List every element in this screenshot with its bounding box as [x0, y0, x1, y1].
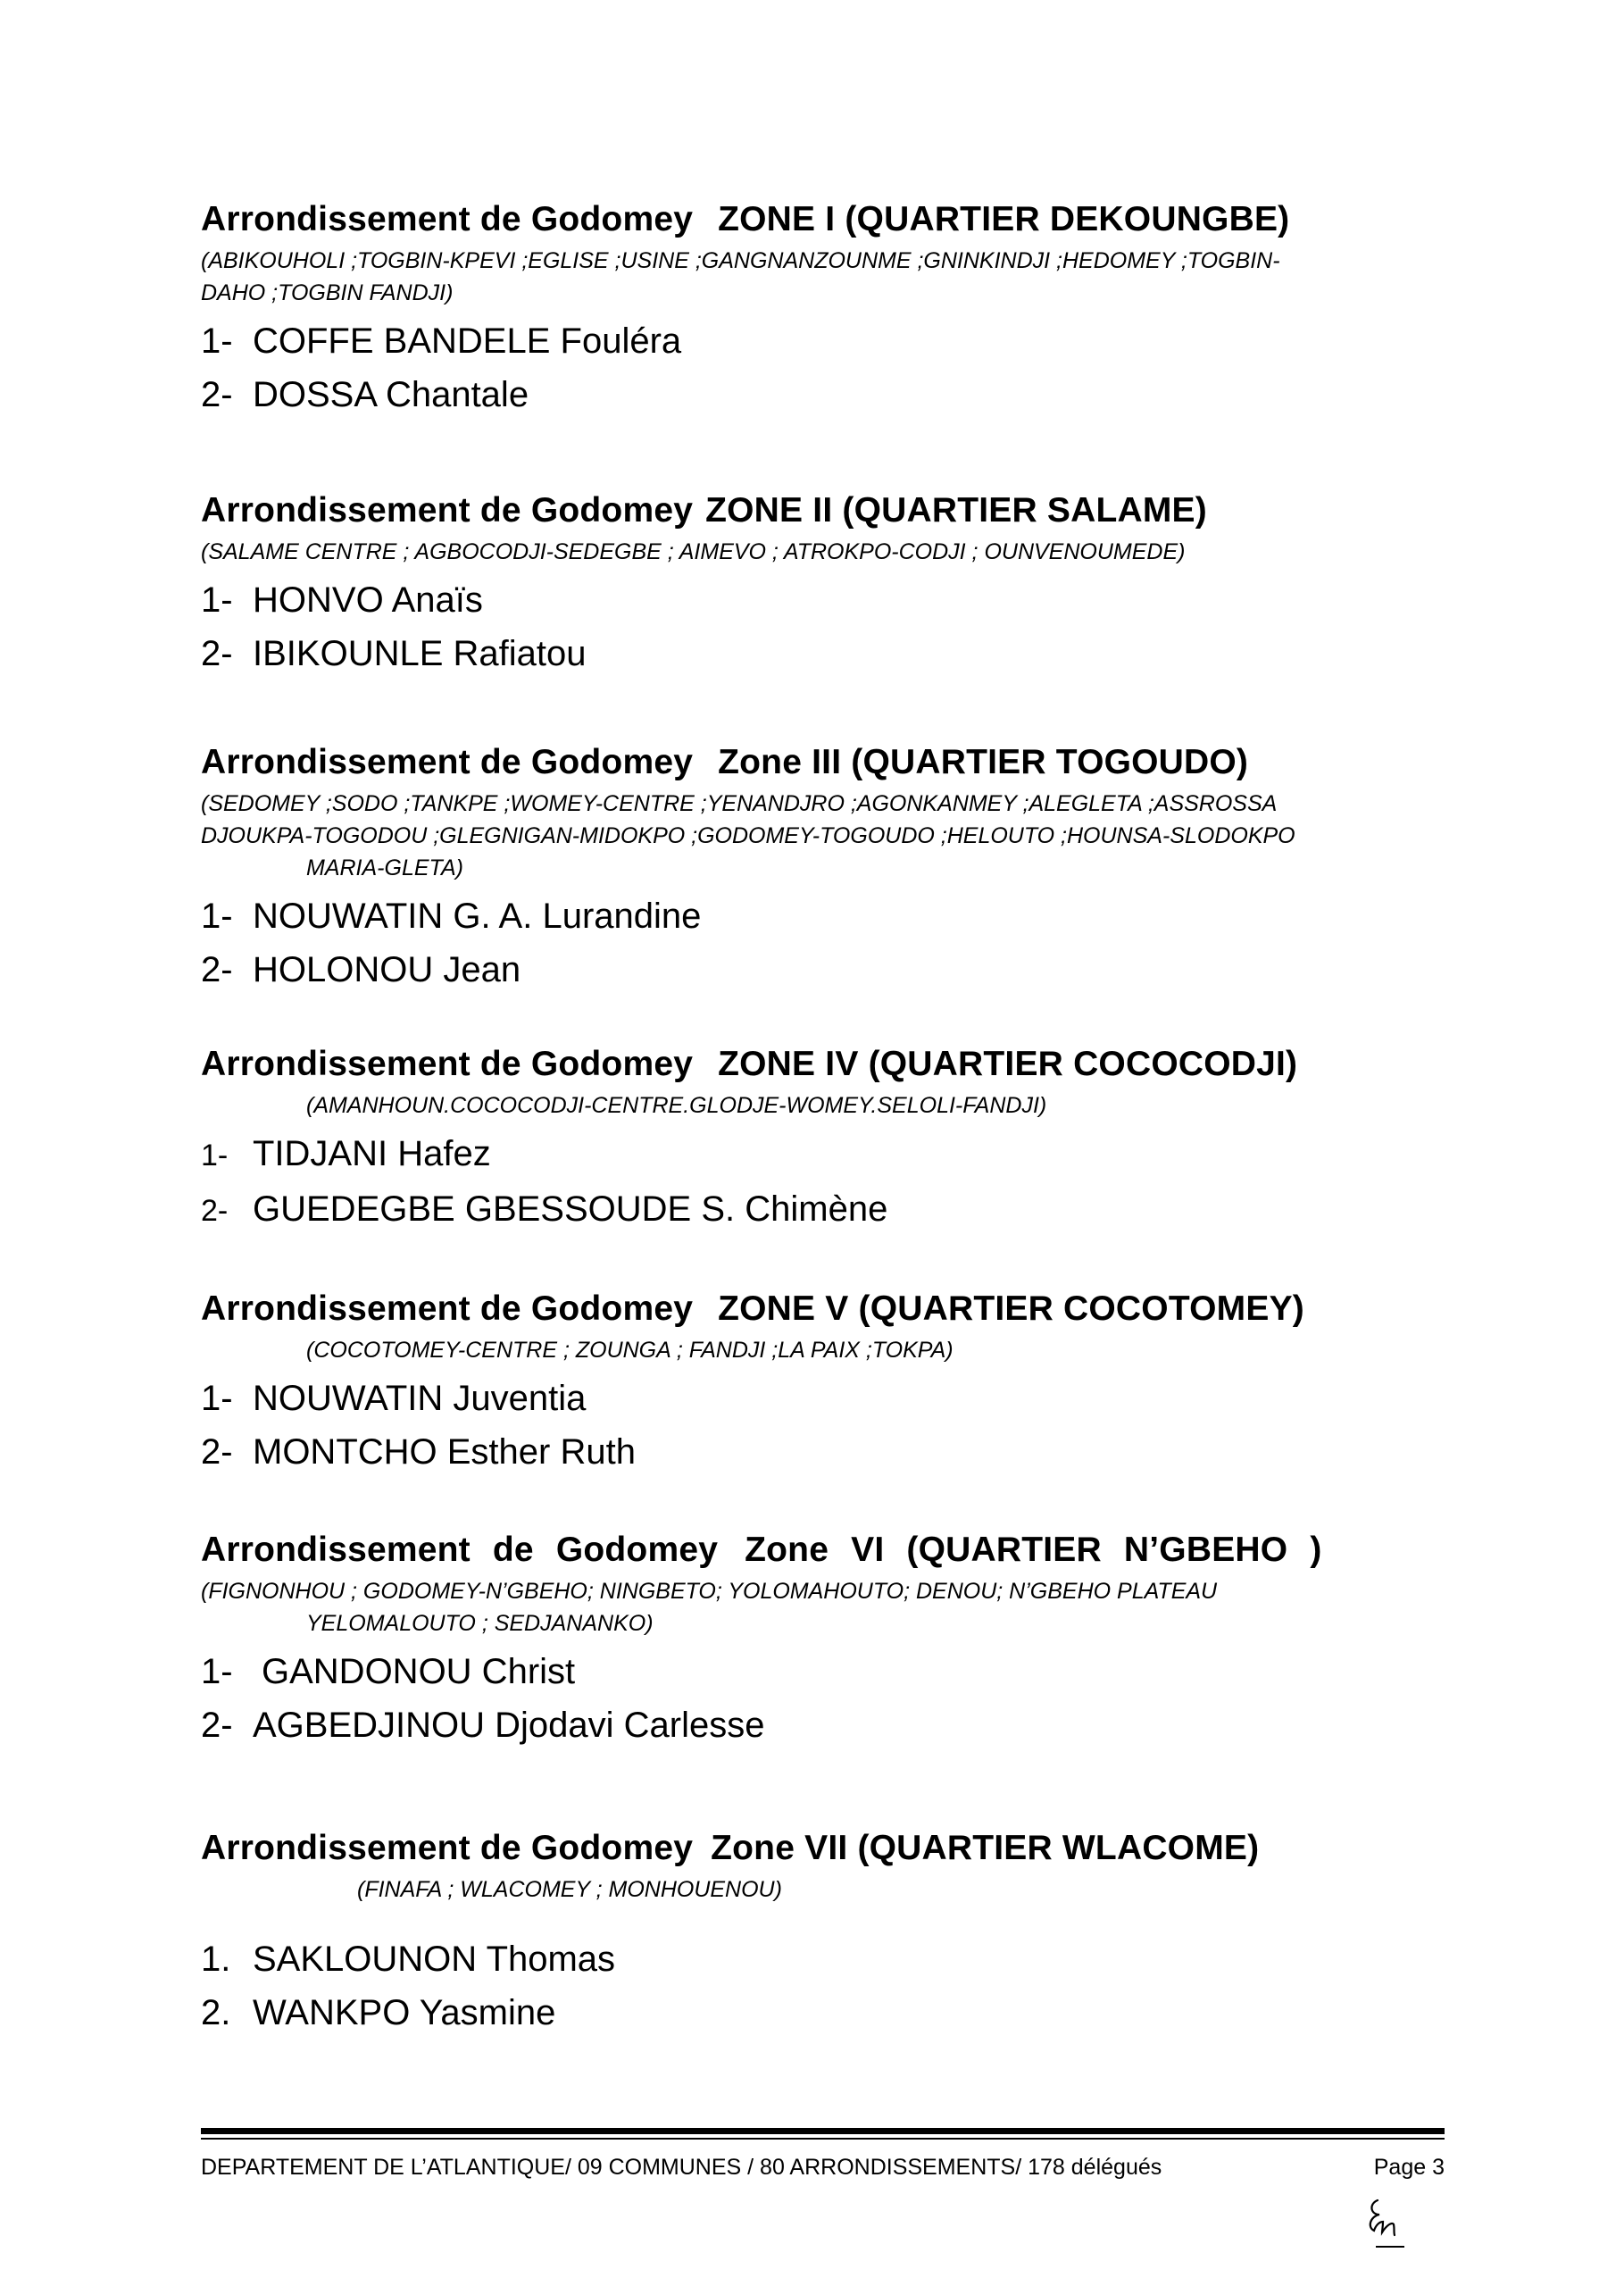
zone-section [201, 1043, 1451, 1238]
heading-zone: Zone III (QUARTIER TOGOUDO) [718, 743, 1249, 781]
delegate-number: 1- [201, 1139, 229, 1172]
delegate-number: 1- [201, 1379, 233, 1418]
zone-heading [201, 1043, 1451, 1086]
delegates-list [201, 889, 1451, 997]
delegates-list [201, 1645, 1451, 1752]
quartiers-line: (COCOTOMEY-CENTRE ; ZOUNGA ; FANDJI ;LA PAIX ;TOKPA) [306, 1338, 954, 1363]
delegate-name: NOUWATIN G. A. Lurandine [253, 897, 702, 936]
heading-zone: Zone VI (QUARTIER N’GBEHO ) [745, 1531, 1322, 1569]
delegate-name: WANKPO Yasmine [253, 1993, 556, 2032]
heading-zone: Zone VII (QUARTIER WLACOME) [711, 1829, 1260, 1867]
delegate-number: 2- [201, 1194, 229, 1228]
heading-arrondissement: Arrondissement de Godomey [201, 200, 694, 238]
delegates-list [201, 1372, 1451, 1479]
zone-section [201, 1529, 1451, 1752]
footer-text: DEPARTEMENT DE L’ATLANTIQUE/ 09 COMMUNES / 80 ARRONDISSEMENTS/ 178 délégués [201, 2155, 1162, 2180]
quartiers-line: (AMANHOUN.COCOCODJI-CENTRE.GLODJE-WOMEY.SELOLI-FANDJI) [306, 1093, 1047, 1118]
delegate-number: 1- [201, 897, 233, 936]
zone-section [201, 198, 1451, 421]
delegates-list [201, 1127, 1451, 1238]
delegate-number: 2- [201, 634, 233, 673]
heading-arrondissement: Arrondissement de Godomey [201, 743, 694, 781]
delegate-number: 2- [201, 1432, 233, 1472]
delegate-number: 2- [201, 1706, 233, 1745]
delegate-name: HOLONOU Jean [253, 950, 521, 989]
zone-section [201, 489, 1451, 680]
quartiers-line: DAHO ;TOGBIN FANDJI) [201, 280, 454, 305]
footer-divider-thin [201, 2138, 1445, 2140]
zone-section [201, 1288, 1451, 1479]
delegate-number: 2- [201, 375, 233, 414]
page-footer [201, 2152, 1445, 2182]
delegate-item [201, 943, 1451, 997]
delegate-item [201, 1698, 1451, 1752]
delegate-name: SAKLOUNON Thomas [253, 1940, 616, 1979]
delegate-item [201, 314, 1451, 368]
quartiers-line: (FINAFA ; WLACOMEY ; MONHOUENOU) [357, 1877, 782, 1902]
zone-section [201, 1827, 1451, 2040]
quartiers-list [201, 1334, 1451, 1366]
delegate-name: NOUWATIN Juventia [253, 1379, 587, 1418]
delegate-name: MONTCHO Esther Ruth [253, 1432, 636, 1472]
quartiers-line: (SEDOMEY ;SODO ;TANKPE ;WOMEY-CENTRE ;YENANDJRO ;AGONKANMEY ;ALEGLETA ;ASSROSSA [201, 791, 1278, 816]
delegate-number: 1- [201, 321, 233, 361]
delegate-number: 2. [201, 1993, 231, 2032]
delegate-item [201, 1425, 1451, 1479]
page-number: Page 3 [1373, 2155, 1445, 2180]
delegate-number: 1- [201, 1652, 233, 1691]
delegate-item [201, 1127, 1451, 1182]
delegate-item [201, 1645, 1451, 1698]
delegate-number: 2- [201, 950, 233, 989]
heading-arrondissement: Arrondissement de Godomey [201, 1829, 694, 1867]
heading-zone: ZONE IV (QUARTIER COCOCODJI) [718, 1045, 1298, 1083]
delegate-name: DOSSA Chantale [253, 375, 529, 414]
heading-arrondissement: Arrondissement de Godomey [201, 491, 694, 530]
quartiers-line: DJOUKPA-TOGODOU ;GLEGNIGAN-MIDOKPO ;GODOMEY-TOGOUDO ;HELOUTO ;HOUNSA-SLODOKPO [201, 823, 1295, 848]
delegate-name: HONVO Anaïs [253, 580, 483, 620]
heading-arrondissement: Arrondissement de Godomey [201, 1531, 719, 1569]
delegates-list [201, 573, 1451, 680]
zone-heading [201, 198, 1451, 241]
quartiers-list [201, 1089, 1451, 1122]
zone-heading [201, 741, 1451, 784]
delegate-item [201, 1372, 1451, 1425]
delegate-name: GANDONOU Christ [262, 1652, 576, 1691]
delegate-item [201, 1932, 1451, 1986]
delegates-list [201, 1932, 1451, 2040]
heading-zone: ZONE I (QUARTIER DEKOUNGBE) [718, 200, 1290, 238]
zone-heading [201, 1288, 1451, 1331]
quartiers-line: (SALAME CENTRE ; AGBOCODJI-SEDEGBE ; AIMEVO ; ATROKPO-CODJI ; OUNVENOUMEDE) [201, 539, 1186, 564]
zone-heading [201, 489, 1451, 532]
heading-zone: ZONE II (QUARTIER SALAME) [705, 491, 1207, 530]
zone-heading [201, 1827, 1451, 1870]
quartiers-list [201, 1873, 1451, 1906]
delegate-item [201, 368, 1451, 421]
signature-initials [1353, 2195, 1424, 2257]
delegate-item [201, 627, 1451, 680]
delegate-item [201, 573, 1451, 627]
heading-arrondissement: Arrondissement de Godomey [201, 1289, 694, 1328]
quartiers-line: (FIGNONHOU ; GODOMEY-N’GBEHO; NINGBETO; YOLOMAHOUTO; DENOU; N’GBEHO PLATEAU [201, 1579, 1218, 1604]
delegate-item [201, 1986, 1451, 2040]
delegate-item [201, 1182, 1451, 1238]
heading-zone: ZONE V (QUARTIER COCOTOMEY) [718, 1289, 1304, 1328]
delegate-name: GUEDEGBE GBESSOUDE S. Chimène [253, 1189, 888, 1229]
delegate-number: 1. [201, 1940, 231, 1979]
quartiers-line: (ABIKOUHOLI ;TOGBIN-KPEVI ;EGLISE ;USINE ;GANGNANZOUNME ;GNINKINDJI ;HEDOMEY ;TOGBIN- [201, 248, 1280, 273]
delegate-name: COFFE BANDELE Fouléra [253, 321, 682, 361]
quartiers-list [201, 788, 1451, 884]
heading-arrondissement: Arrondissement de Godomey [201, 1045, 694, 1083]
delegate-item [201, 889, 1451, 943]
delegate-name: AGBEDJINOU Djodavi Carlesse [253, 1706, 765, 1745]
quartiers-list [201, 245, 1451, 309]
quartiers-list [201, 1575, 1451, 1639]
footer-divider [201, 2128, 1445, 2134]
quartiers-line: MARIA-GLETA) [306, 855, 463, 880]
quartiers-list [201, 536, 1451, 568]
zone-section [201, 741, 1451, 997]
delegate-name: IBIKOUNLE Rafiatou [253, 634, 587, 673]
delegates-list [201, 314, 1451, 421]
delegate-number: 1- [201, 580, 233, 620]
zone-heading [201, 1529, 1451, 1572]
delegate-name: TIDJANI Hafez [253, 1134, 491, 1173]
quartiers-line: YELOMALOUTO ; SEDJANANKO) [306, 1611, 654, 1636]
